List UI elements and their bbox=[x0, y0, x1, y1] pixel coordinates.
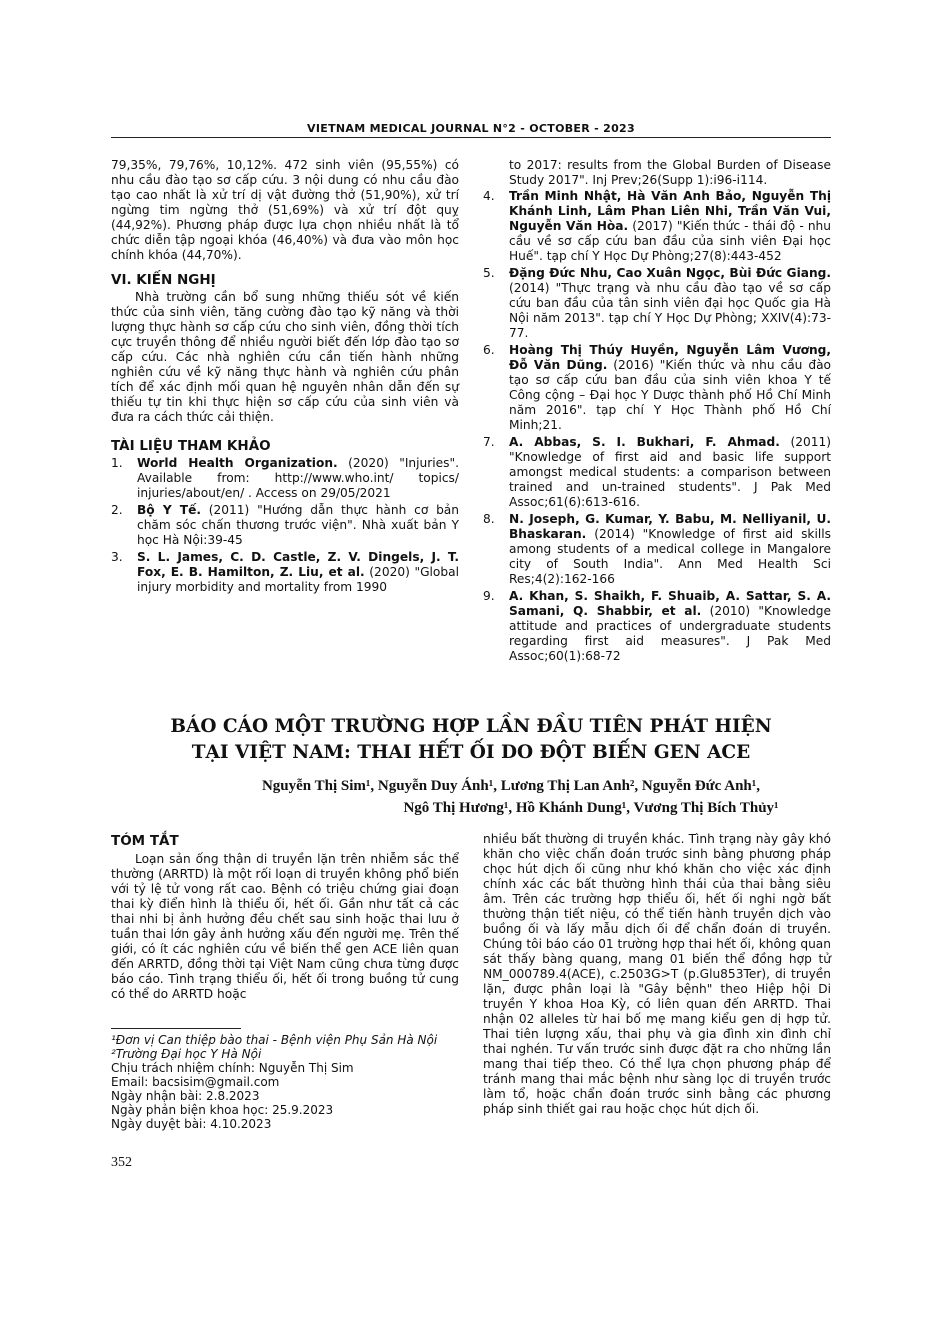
reference-details: (2011) "Knowledge of first aid and basic life support amongst medical students: a comparison between trained and un-trained students". J Pak Med Assoc;61(6):613-616. bbox=[509, 435, 831, 509]
reference-details: (2014) "Thực trạng và nhu cầu đào tạo về sơ cấp cứu ban đầu của tân sinh viên đại học Quốc gia Hà Nội năm 2013". tạp chí Y Học Dự Phòng; XXIV(4):73-77. bbox=[509, 281, 831, 340]
reference-number: 4. bbox=[483, 189, 495, 203]
footnote-rule bbox=[111, 1028, 241, 1029]
corresponding-author: Chịu trách nhiệm chính: Nguyễn Thị Sim bbox=[111, 1061, 354, 1075]
reference-details: (2017) "Kiến thức - thái độ - nhu cầu về sơ cấp cứu ban đầu của sinh viên Đại học Huế". tạp chí Y Học Dự Phòng;27(8):443-452 bbox=[509, 219, 832, 263]
reference-details: (2016) "Kiến thức và nhu cầu đào tạo sơ cấp cứu ban đầu của sinh viên khoa Y tế Công cộng – Đại học Y Dược thành phố Hồ Chí Minh năm 2016". tạp chí Y Học Thành phố Hồ Chí Minh;21. bbox=[509, 358, 831, 432]
reference-authors: Đặng Đức Nhu, Cao Xuân Ngọc, Bùi Đức Giang. bbox=[509, 266, 831, 280]
reference-authors: S. L. James, C. D. Castle, Z. V. Dingels, J. T. Fox, E. B. Hamilton, Z. Liu, et al. bbox=[137, 550, 459, 579]
abstract-heading: TÓM TẮT bbox=[111, 833, 179, 849]
page-number: 352 bbox=[111, 1155, 132, 1170]
reference-text bbox=[509, 435, 831, 510]
reference-text bbox=[137, 456, 459, 501]
reference-text bbox=[137, 503, 459, 548]
reference-item bbox=[111, 503, 459, 548]
title-line-1: BÁO CÁO MỘT TRƯỜNG HỢP LẦN ĐẦU TIÊN PHÁT HIỆN bbox=[170, 716, 772, 737]
section-6-heading: VI. KIẾN NGHỊ bbox=[111, 272, 216, 288]
reference-item bbox=[483, 512, 831, 587]
reference-authors: Trần Minh Nhật, Hà Văn Anh Bảo, Nguyễn Thị Khánh Linh, Lâm Phan Liên Nhi, Trần Văn Vui, Nguyễn Văn Hòa. bbox=[509, 189, 831, 233]
reference-authors: N. Joseph, G. Kumar, Y. Babu, M. Nelliyanil, U. Bhaskaran. bbox=[509, 512, 831, 541]
reference-3-continued: to 2017: results from the Global Burden of Disease Study 2017". Inj Prev;26(Supp 1):i96-i114. bbox=[509, 158, 831, 187]
reference-number: 8. bbox=[483, 512, 495, 526]
abstract-left-column bbox=[111, 834, 459, 1002]
reference-text bbox=[509, 189, 831, 264]
reference-authors: A. Khan, S. Shaikh, F. Shuaib, A. Sattar, S. A. Samani, Q. Shabbir, et al. bbox=[509, 589, 831, 618]
reference-details: (2020) "Global injury morbidity and mortality from 1990 bbox=[137, 565, 459, 594]
reference-item bbox=[483, 435, 831, 510]
reference-number: 2. bbox=[111, 503, 123, 517]
affiliation-2: ²Trường Đại học Y Hà Nội bbox=[111, 1047, 262, 1061]
right-column bbox=[483, 158, 831, 666]
reference-text bbox=[509, 589, 831, 664]
affiliation-1: ¹Đơn vị Can thiệp bào thai - Bệnh viện Phụ Sản Hà Nội bbox=[111, 1033, 438, 1047]
references-list-right bbox=[483, 189, 831, 664]
reference-details: (2011) "Hướng dẫn thực hành cơ bản chăm sóc chấn thương trước viện". Nhà xuất bản Y học Hà Nội:39-45 bbox=[137, 503, 459, 547]
reference-item bbox=[483, 343, 831, 433]
header-rule bbox=[111, 137, 831, 138]
reference-number: 7. bbox=[483, 435, 495, 449]
reference-item bbox=[483, 189, 831, 264]
reference-item bbox=[483, 266, 831, 341]
date-reviewed: Ngày phản biện khoa học: 25.9.2023 bbox=[111, 1103, 334, 1117]
reference-number: 5. bbox=[483, 266, 495, 280]
reference-details: (2014) "Knowledge of first aid skills among students of a medical college in Mangalore city of South India". Ann Med Health Sci Res;4(2):162-166 bbox=[509, 527, 831, 586]
reference-item bbox=[111, 456, 459, 501]
abstract-text-left: Loạn sản ống thận di truyền lặn trên nhiễm sắc thể thường (ARRTD) là một rối loạn di truyền không phổ biến với tỷ lệ tử vong rất cao. Bệnh có triệu chứng giai đoạn thai kỳ điển hình là thiểu ối, hết ối. Gần như tất cả các thai nhi bị ảnh hưởng đều chết sau sinh hoặc thai lưu ở tuần thai lớn gây ảnh hưởng xấu đến người mẹ. Trên thế giới, có ít các nghiên cứu về biến thể gen ACE liên quan đến ARRTD, đồng thời tại Việt Nam cũng chưa từng được báo cáo. Tình trạng thiểu ối, hết ối trong buồng tử cung có thể do ARRTD hoặc bbox=[111, 852, 459, 1001]
reference-authors: A. Abbas, S. I. Bukhari, F. Ahmad. bbox=[509, 435, 780, 449]
reference-number: 6. bbox=[483, 343, 495, 357]
date-accepted: Ngày duyệt bài: 4.10.2023 bbox=[111, 1117, 272, 1131]
reference-text bbox=[137, 550, 459, 595]
left-column bbox=[111, 158, 459, 597]
article-title bbox=[111, 714, 831, 766]
reference-authors: World Health Organization. bbox=[137, 456, 338, 470]
footnotes bbox=[111, 1033, 459, 1131]
reference-text bbox=[509, 512, 831, 587]
section-6-text: Nhà trường cần bổ sung những thiếu sót về kiến thức của sinh viên, tăng cường đào tạo kỹ năng và thời lượng thực hành sơ cấp cứu cho sinh viên, đồng thời tích cực truyền thông để nhiều người biết đến lớp đào tạo sơ cấp cứu. Các nhà nghiên cứu cần tiến hành những nghiên cứu về kỹ năng thực hành và nghiên cứu phân tích để xác định mối quan hệ nguyên nhân dẫn đến sự thiếu tự tin khi thực hiện sơ cấp cứu của sinh viên và đưa ra cách thức cải thiện. bbox=[111, 290, 459, 424]
reference-text bbox=[509, 343, 831, 433]
abstract-text-right: nhiều bất thường di truyền khác. Tình trạng này gây khó khăn cho việc chẩn đoán trước sinh bằng phương pháp chọc hút dịch ối cũng như khó khăn cho việc xác định chính xác các bất thường hình thái của thai bằng siêu âm. Trên các trường hợp thiểu ối, hết ối nghi ngờ bất thường thận tiết niệu, có thể tiến hành truyền dịch vào buồng ối và lấy mẫu dịch ối để chẩn đoán di truyền. Chúng tôi báo cáo 01 trường hợp thai hết ối, không quan sát thấy bàng quang, mang 01 biến thể đồng hợp tử NM_000789.4(ACE), c.2503G>T (p.Glu853Ter), di truyền lặn, được phân loại là "Gây bệnh" theo Hiệp hội Di truyền Y khoa Hoa Kỳ, có liên quan đến ARRTD. Thai nhận 02 alleles từ hai bố mẹ mang kiểu gen dị hợp tử. Thai tiên lượng xấu, thai phụ và gia đình xin đình chỉ thai nghén. Tư vấn trước sinh được đặt ra cho những lần mang thai tiếp theo. Có thể lựa chọn phương pháp để tránh mang thai mắc bệnh như sàng lọc di truyền trước làm tổ, hoặc chẩn đoán trước sinh bằng các phương pháp sinh thiết gai rau hoặc chọc hút dịch ối. bbox=[483, 832, 831, 1116]
date-received: Ngày nhận bài: 2.8.2023 bbox=[111, 1089, 260, 1103]
results-paragraph: 79,35%, 79,76%, 10,12%. 472 sinh viên (95,55%) có nhu cầu đào tạo sơ cấp cứu. 3 nội dung có nhu cầu đào tạo cao nhất là xử trí dị vật đường thở (51,90%), xử trí ngừng tim ngừng thở (51,69%) và xử trí đột quỵ (44,92%). Phương pháp được lựa chọn nhiều nhất là tổ chức diễn tập ngoại khóa (46,40%) và đưa vào môn học chính khóa (44,70%). bbox=[111, 158, 459, 262]
reference-authors: Bộ Y Tế. bbox=[137, 503, 201, 517]
reference-text bbox=[509, 266, 831, 341]
references-heading: TÀI LIỆU THAM KHẢO bbox=[111, 438, 271, 454]
authors-line-2: Ngô Thị Hương¹, Hồ Khánh Dung¹, Vương Thị Bích Thủy¹ bbox=[403, 800, 779, 816]
reference-number: 1. bbox=[111, 456, 123, 470]
references-list-left bbox=[111, 456, 459, 595]
author-list bbox=[111, 775, 831, 819]
reference-number: 9. bbox=[483, 589, 495, 603]
title-line-2: TẠI VIỆT NAM: THAI HẾT ỐI DO ĐỘT BIẾN GEN ACE bbox=[191, 742, 751, 763]
reference-item bbox=[111, 550, 459, 595]
reference-item bbox=[483, 589, 831, 664]
journal-header: VIETNAM MEDICAL JOURNAL N°2 - OCTOBER - 2023 bbox=[307, 122, 635, 135]
reference-details: (2020) "Injuries". Available from: http://www.who.int/ topics/ injuries/about/en/ . Access on 29/05/2021 bbox=[137, 456, 459, 500]
reference-authors: Hoàng Thị Thúy Huyền, Nguyễn Lâm Vương, Đỗ Văn Dũng. bbox=[509, 343, 831, 372]
reference-details: (2010) "Knowledge attitude and practices of undergraduate students regarding first aid measures". J Pak Med Assoc;60(1):68-72 bbox=[509, 604, 831, 663]
contact-email: Email: bacsisim@gmail.com bbox=[111, 1075, 280, 1089]
authors-line-1: Nguyễn Thị Sim¹, Nguyễn Duy Ánh¹, Lương Thị Lan Anh², Nguyễn Đức Anh¹, bbox=[261, 778, 761, 794]
abstract-right-column bbox=[483, 832, 831, 1117]
reference-number: 3. bbox=[111, 550, 123, 564]
